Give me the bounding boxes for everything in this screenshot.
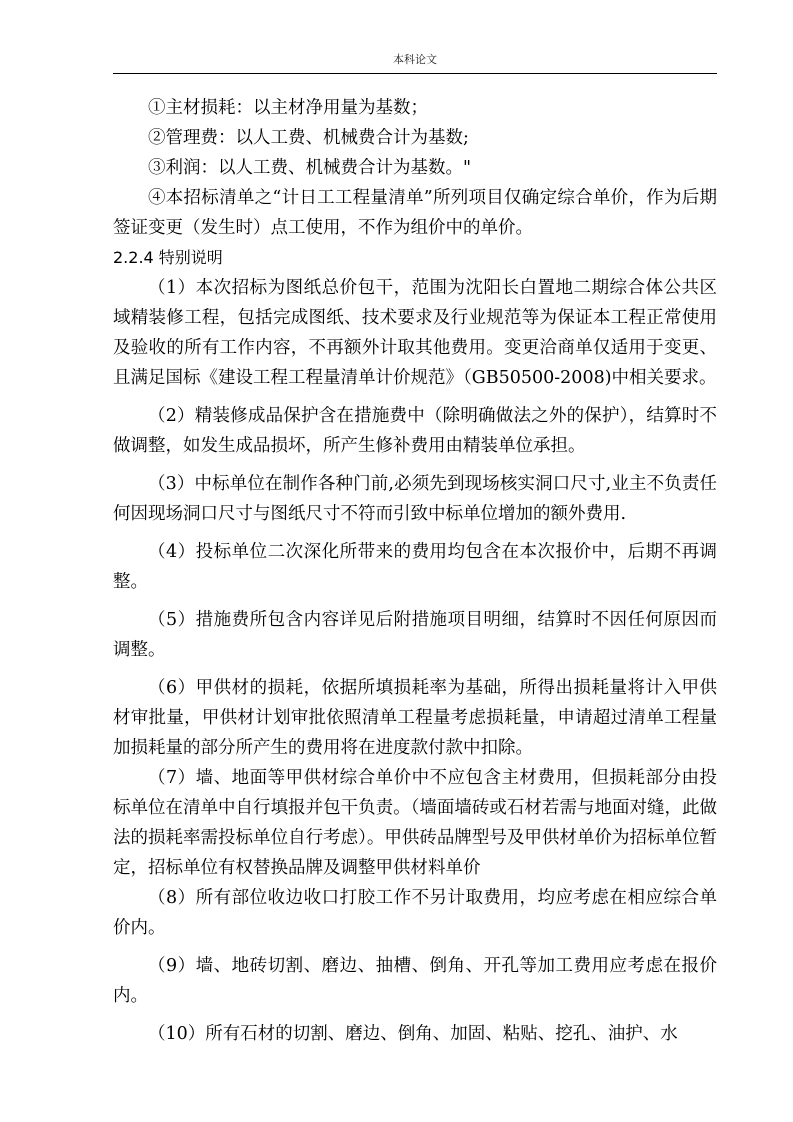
page-header: 本科论文 — [393, 53, 437, 66]
note-profit: ③利润：以人工费、机械费合计为基数。" — [148, 158, 472, 178]
document-body — [113, 93, 717, 1049]
note-management-fee: ②管理费：以人工费、机械费合计为基数; — [148, 128, 469, 148]
item-1: （1）本次招标为图纸总价包干，范围为沈阳长白置地二期综合体公共区域精装修工程，包括完成图纸、技术要求及行业规范等为保证本工程正常使用及验收的所有工作内容，不再额外计取其他费用。变更洽商单仅适用于变更、且满足国标《建设工程工程量清单计价规范》（GB50500-2008)中相关要求。 — [113, 278, 717, 388]
item-5: （5）措施费所包含内容详见后附措施项目明细，结算时不因任何原因而调整。 — [113, 610, 717, 660]
item-3: （3）中标单位在制作各种门前,必须先到现场核实洞口尺寸,业主不负责任何因现场洞口尺寸与图纸尺寸不符而引致中标单位增加的额外费用. — [113, 474, 717, 524]
note-main-material-loss: ①主材损耗：以主材净用量为基数； — [148, 98, 428, 118]
item-2: （2）精装修成品保护含在措施费中（除明确做法之外的保护），结算时不做调整，如发生成品损坏，所产生修补费用由精装单位承担。 — [113, 406, 717, 456]
header-rule — [113, 73, 717, 74]
item-4: （4）投标单位二次深化所带来的费用均包含在本次报价中，后期不再调整。 — [113, 542, 717, 592]
section-heading: 2.2.4 特别说明 — [113, 248, 223, 267]
item-10: （10）所有石材的切割、磨边、倒角、加固、粘贴、挖孔、油护、水 — [148, 1024, 678, 1044]
item-6: （6）甲供材的损耗，依据所填损耗率为基础，所得出损耗量将计入甲供材审批量，甲供材计划审批依照清单工程量考虑损耗量，申请超过清单工程量加损耗量的部分所产生的费用将在进度款付款中扣除。 — [113, 678, 717, 758]
item-8: （8）所有部位收边收口打胶工作不另计取费用，均应考虑在相应综合单价内。 — [113, 888, 717, 938]
item-7: （7）墙、地面等甲供材综合单价中不应包含主材费用，但损耗部分由投标单位在清单中自行填报并包干负责。（墙面墙砖或石材若需与地面对缝，此做法的损耗率需投标单位自行考虑）。甲供砖品牌型号及甲供材单价为招标单位暂定，招标单位有权替换品牌及调整甲供材料单价 — [113, 768, 717, 878]
item-9: （9）墙、地砖切割、磨边、抽槽、倒角、开孔等加工费用应考虑在报价内。 — [113, 956, 717, 1006]
note-daywork-list: ④本招标清单之“计日工工程量清单”所列项目仅确定综合单价，作为后期签证变更（发生时）点工使用，不作为组价中的单价。 — [113, 188, 717, 238]
